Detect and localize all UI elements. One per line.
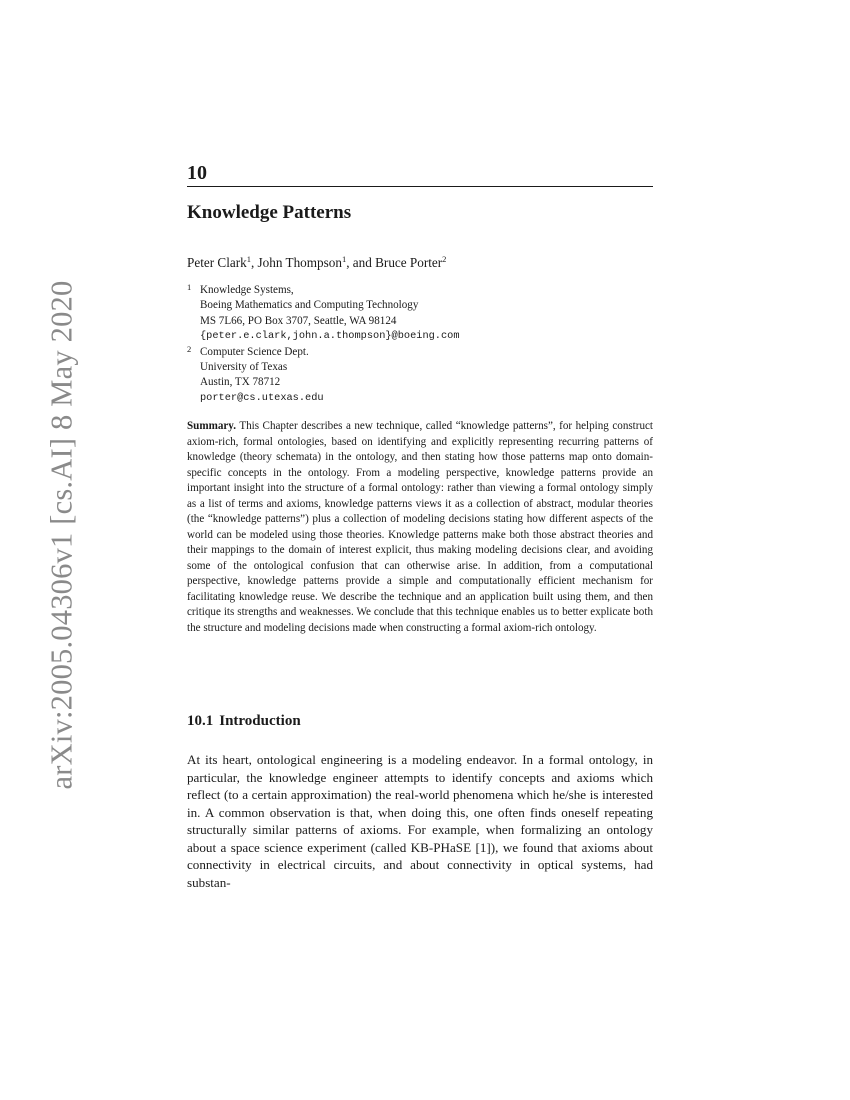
- affiliation-email[interactable]: {peter.e.clark,john.a.thompson}@boeing.com: [200, 330, 460, 343]
- author-name: John Thompson: [257, 255, 342, 270]
- section-title: Introduction: [219, 713, 301, 729]
- summary-label: Summary.: [187, 420, 237, 432]
- affiliation-mark: 1: [187, 282, 192, 292]
- section-number: 10.1: [187, 713, 214, 729]
- author-name: Bruce Porter: [375, 255, 443, 270]
- affiliation-line: Boeing Mathematics and Computing Technology: [200, 299, 419, 312]
- affiliation-email[interactable]: porter@cs.utexas.edu: [200, 391, 324, 404]
- author-affil-mark: 2: [442, 254, 447, 264]
- author-name: Peter Clark: [187, 255, 247, 270]
- affiliation-line: MS 7L66, PO Box 3707, Seattle, WA 98124: [200, 314, 397, 327]
- section-heading: [187, 713, 301, 730]
- affiliation-line: University of Texas: [200, 361, 288, 374]
- affiliation-line: Austin, TX 78712: [200, 376, 281, 389]
- intro-section: [187, 751, 653, 891]
- summary-paragraph: [187, 419, 653, 636]
- arxiv-identifier: arXiv:2005.04306v1 [cs.AI] 8 May 2020: [44, 280, 79, 790]
- chapter-rule: [187, 186, 653, 187]
- chapter-title: Knowledge Patterns: [187, 202, 352, 223]
- author-separator: , and: [346, 255, 376, 270]
- affiliation-line: Knowledge Systems,: [200, 284, 294, 296]
- author-separator: ,: [250, 255, 258, 270]
- affiliation-mark: 2: [187, 343, 192, 354]
- affiliations: [187, 283, 653, 406]
- affiliation-block: [187, 345, 653, 407]
- chapter-number: 10: [187, 162, 207, 184]
- intro-paragraph: At its heart, ontological engineering is a modeling endeavor. In a formal ontology, in particular, the knowledge engineer attempts to identify concepts and axioms which reflect (to a certain approximation) the real-world phenomena which he/she is interested in. A common observation is that, when doing this, one often finds oneself repeating structurally similar patterns of axioms. For example, when formalizing an ontology about a space science experiment (called KB-PHaSE [1]), we found that axioms about connectivity in electrical circuits, and about connectivity in optical systems, had substan-: [187, 752, 653, 890]
- author-affil-mark: 1: [341, 254, 347, 264]
- summary-text: This Chapter describes a new technique, called “knowledge patterns”, for helping construct axiom-rich, formal ontologies, based on identifying and explicitly representing recurring patterns of knowledge (theory schemata) in the ontology, and then stating how those patterns map onto domain-specific concepts in the ontology. From a modeling perspective, knowledge patterns provide an important insight into the structure of a formal ontology: rather than viewing a formal ontology simply as a list of terms and axioms, knowledge patterns views it as a collection of abstract, modular theories (the “knowledge patterns”) plus a collection of modeling decisions stating how different aspects of the world can be modeled using those theories. Knowledge patterns make both those abstract theories and their mappings to the domain of interest explicit, thus making modeling decisions clear, and avoiding some of the ontological confusion that can otherwise arise. In addition, from a computational perspective, knowledge patterns provide a simple and computationally efficient mechanism for facilitating knowledge reuse. We describe the technique and an application built using them, and then critique its strengths and weaknesses. We conclude that this technique enables us to better explicate both the structure and modeling decisions made when constructing a formal axiom-rich ontology.: [187, 420, 654, 634]
- affiliation-line: Computer Science Dept.: [200, 345, 309, 358]
- author-affil-mark: 1: [246, 254, 251, 264]
- author-list: [187, 255, 446, 271]
- affiliation-block: [187, 283, 653, 345]
